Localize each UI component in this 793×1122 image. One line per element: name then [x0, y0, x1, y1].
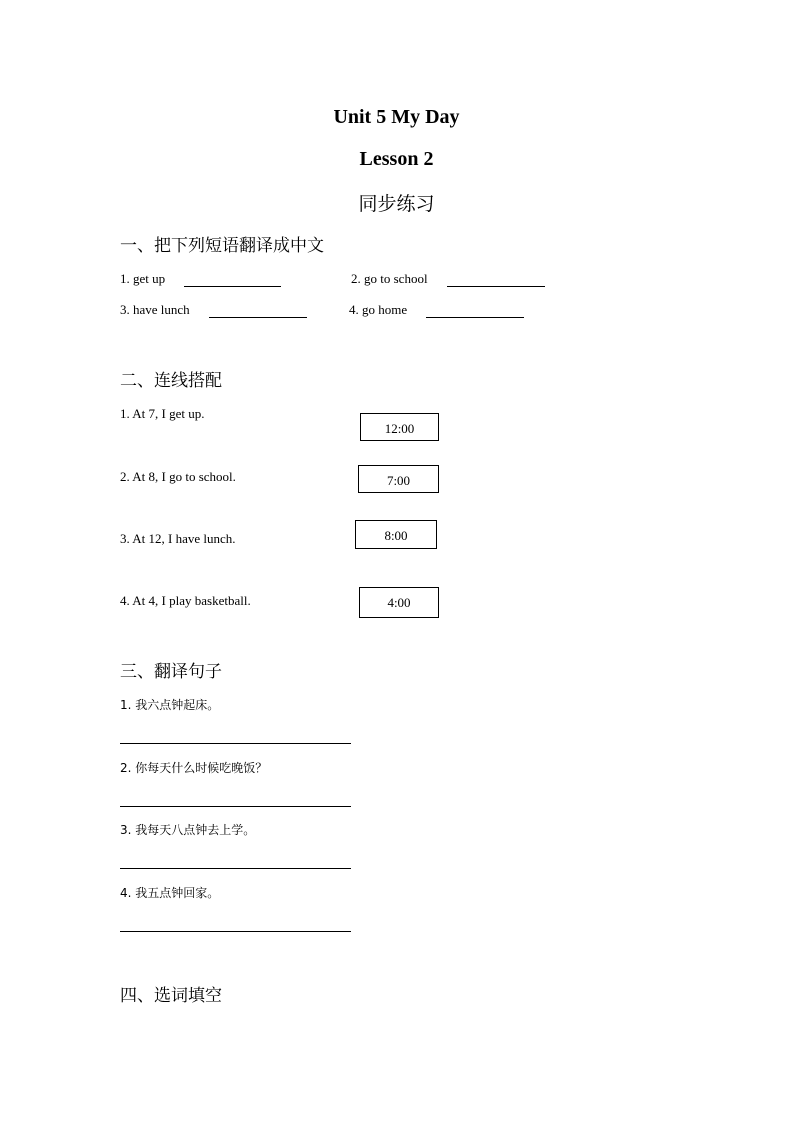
time-label: 7:00: [386, 473, 411, 488]
answer-line-2[interactable]: [120, 806, 351, 807]
answer-line-4[interactable]: [120, 931, 351, 932]
matching-sentence-2: 2. At 8, I go to school.: [120, 469, 236, 484]
time-label: 8:00: [384, 528, 408, 543]
phrase-item-4: [349, 302, 407, 318]
section-1-heading: 一、把下列短语翻译成中文: [120, 236, 324, 256]
time-box-3[interactable]: [355, 520, 437, 549]
answer-blank-3[interactable]: [209, 305, 307, 318]
answer-line-3[interactable]: [120, 868, 351, 869]
section-2-heading: 二、连线搭配: [120, 371, 222, 391]
phrase-text: 2. go to school: [351, 271, 428, 286]
time-box-4[interactable]: [359, 587, 439, 618]
phrase-item-2: [351, 271, 428, 287]
answer-blank-2[interactable]: [447, 274, 545, 287]
time-box-2[interactable]: [358, 465, 439, 493]
phrase-text: 1. get up: [120, 271, 166, 286]
lesson-title: Lesson 2: [359, 148, 434, 170]
time-label: 4:00: [387, 595, 411, 610]
time-label: 12:00: [384, 421, 415, 436]
answer-blank-1[interactable]: [184, 274, 281, 287]
phrase-text: 3. have lunch: [120, 302, 190, 317]
translate-item-3: 3. 我每天八点钟去上学。: [120, 823, 256, 837]
translate-item-2: 2. 你每天什么时候吃晚饭？: [120, 761, 268, 775]
matching-sentence-1: 1. At 7, I get up.: [120, 406, 205, 421]
answer-line-1[interactable]: [120, 743, 351, 744]
section-3-heading: 三、翻译句子: [120, 662, 222, 682]
phrase-text: 4. go home: [349, 302, 408, 317]
phrase-item-3: [120, 302, 190, 318]
matching-sentence-4: 4. At 4, I play basketball.: [120, 593, 251, 608]
matching-sentence-3: 3. At 12, I have lunch.: [120, 531, 236, 546]
worksheet-subtitle: 同步练习: [358, 193, 435, 215]
translate-item-1: 1. 我六点钟起床。: [120, 698, 220, 712]
worksheet-title: Unit 5 My Day: [333, 106, 460, 128]
translate-item-4: 4. 我五点钟回家。: [120, 886, 220, 900]
answer-blank-4[interactable]: [426, 305, 524, 318]
time-box-1[interactable]: [360, 413, 439, 441]
section-4-heading: 四、选词填空: [120, 986, 222, 1006]
phrase-item-1: [120, 271, 165, 287]
